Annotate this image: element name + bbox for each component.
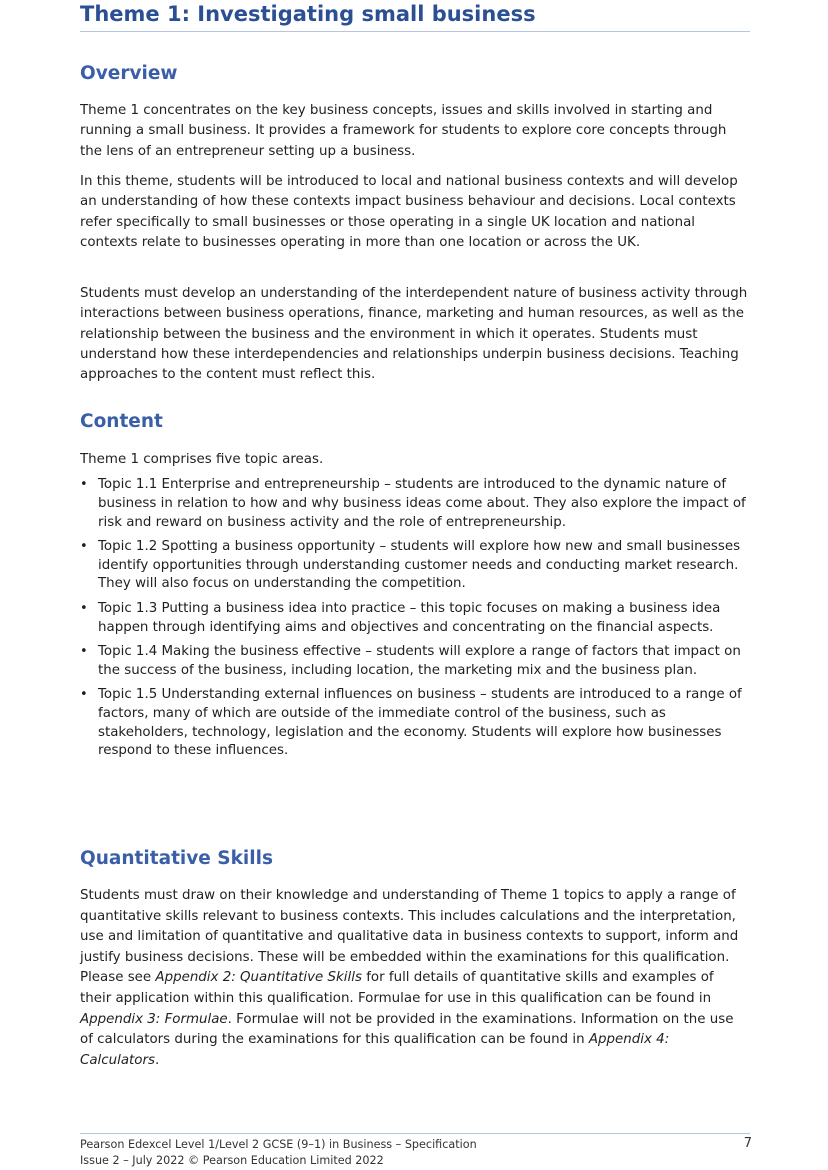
page-number: 7 <box>743 1136 752 1151</box>
bullet-icon: • <box>80 477 88 492</box>
qs-text-1: Students must draw on their knowledge and understanding of Theme 1 topics to apply a range of quantitative skills relevant to business contexts. This includes calculations and the interpretation, use and limitation of quantitative and qualitative data in business contexts to support, inform and justify business decisions. These will be embedded within the examinations for this qualification. Please see <box>80 888 739 986</box>
list-item <box>80 538 750 594</box>
overview-paragraph-3: Students must develop an understanding of the interdependent nature of business activity through interactions between business operations, finance, marketing and human resources, as well as the relationship between the business and the environment in which it operates. Students must understand how these interdependencies and relationships underpin business decisions. Teaching approaches to the content must reflect this. <box>80 286 748 383</box>
overview-heading: Overview <box>80 63 178 84</box>
footer-divider <box>80 1133 750 1134</box>
bullet-icon: • <box>80 600 88 616</box>
title-divider <box>80 31 750 32</box>
qs-text-4: . <box>154 1052 160 1068</box>
topic-text: Topic 1.4 Making the business effective – students will explore a range of factors that impact on the success of the business, including location, the marketing mix and the business plan. <box>98 643 741 678</box>
page-title: Theme 1: Investigating small business <box>80 2 536 26</box>
overview-paragraph-2: In this theme, students will be introduced to local and national business contexts and will develop an understanding of how these contexts impact business behaviour and decisions. Local contexts refer specifically to small businesses or those operating in a single UK location and national contexts relate to businesses operating in more than one location or across the UK. <box>80 174 738 250</box>
topic-text: Topic 1.2 Spotting a business opportunity – students will explore how new and small businesses identify opportunities through understanding customer needs and conducting market research. They will also focus on understanding the competition. <box>98 538 741 592</box>
topic-text: Topic 1.3 Putting a business idea into practice – this topic focuses on making a business idea happen through identifying aims and objectives and concentrating on the financial aspects. <box>98 600 721 635</box>
bullet-icon: • <box>80 538 88 554</box>
topic-list <box>80 476 750 767</box>
list-item <box>80 686 750 761</box>
list-item <box>80 600 750 638</box>
content-intro: Theme 1 comprises five topic areas. <box>80 452 324 467</box>
list-item <box>80 476 750 532</box>
footer-issue-copyright: Issue 2 – July 2022 © Pearson Education Limited 2022 <box>80 1154 384 1167</box>
appendix-2-reference: Appendix 2: Quantitative Skills <box>155 970 362 986</box>
bullet-icon: • <box>80 643 88 659</box>
topic-text: Topic 1.1 Enterprise and entrepreneurship – students are introduced to the dynamic nature of business in relation to how and why business ideas come about. They also explore the impact of risk and reward on business activity and the role of entrepreneurship. <box>98 477 746 530</box>
list-item <box>80 643 750 681</box>
appendix-3-reference: Appendix 3: Formulae <box>80 1011 228 1027</box>
quantitative-skills-heading: Quantitative Skills <box>80 848 273 869</box>
topic-text: Topic 1.5 Understanding external influences on business – students are introduced to a range of factors, many of which are outside of the immediate control of the business, such as stakeholders, technology, legislation and the economy. Students will explore how businesses respond to these influences. <box>98 686 742 759</box>
footer-spec-title: Pearson Edexcel Level 1/Level 2 GCSE (9–1) in Business – Specification <box>80 1138 477 1151</box>
quantitative-skills-paragraph <box>80 886 748 1071</box>
bullet-icon: • <box>80 686 88 702</box>
appendix-4-reference: Appendix 4: Calculators <box>80 1032 670 1068</box>
qs-text-3: . Formulae will not be provided in the examinations. Information on the use of calculators during the examinations for this qualification can be found in <box>80 1011 734 1048</box>
qs-text-2: for full details of quantitative skills and examples of their application within this qualification. Formulae for use in this qualification can be found in <box>80 970 714 1006</box>
overview-paragraph-1: Theme 1 concentrates on the key business concepts, issues and skills involved in starting and running a small business. It provides a framework for students to explore core concepts through the lens of an entrepreneur setting up a business. <box>80 103 727 159</box>
content-heading: Content <box>80 411 163 432</box>
